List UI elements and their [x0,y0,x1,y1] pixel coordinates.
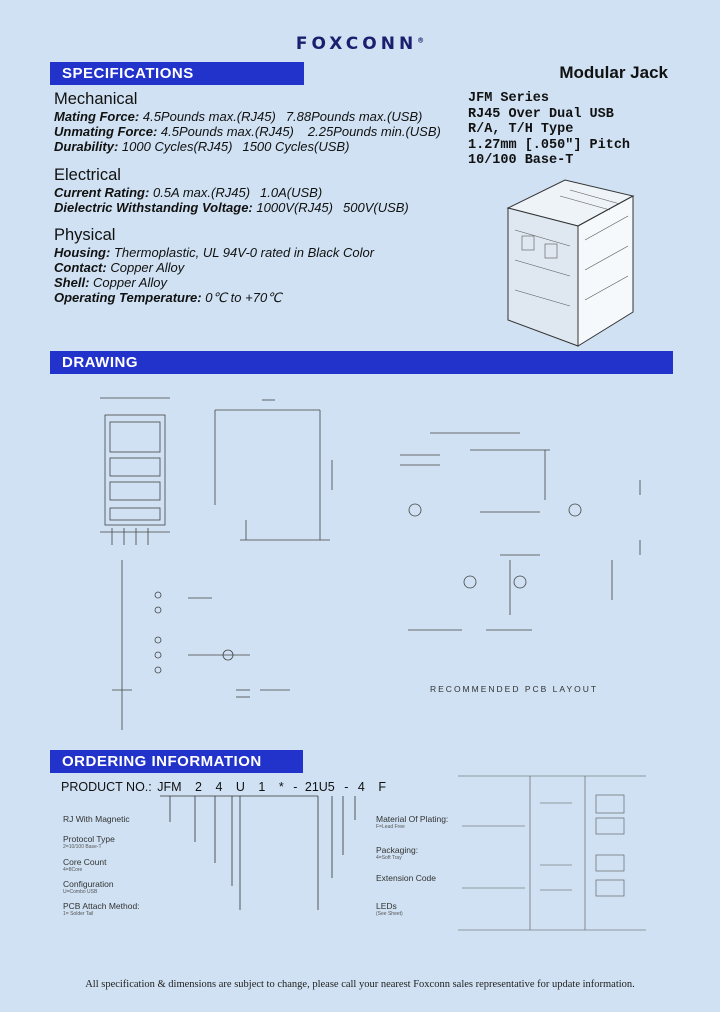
series-block [468,91,630,169]
spec-value: 1000 Cycles(RJ45) [121,139,233,154]
ordering-label-rj [63,814,130,824]
label-title: RJ With Magnetic [63,814,130,824]
spec-value: 1000V(RJ45) [256,200,333,215]
housing-line [54,245,374,261]
ordering-label-plating [376,814,448,830]
spec-label: Shell: [54,275,90,290]
label-sub: 4=Soft Tray [376,855,402,861]
label-title: Configuration [63,879,114,889]
code-part: - [344,780,349,794]
label-title: PCB Attach Method: [63,901,140,911]
label-title: Protocol Type [63,834,115,844]
spec-label: Operating Temperature: [54,290,202,305]
spec-value: 0℃ to +70℃ [205,290,282,305]
label-sub: U=Combo USB [63,889,98,895]
ordering-label-configuration [63,879,114,895]
drawing-caption: RECOMMENDED PCB LAYOUT [430,684,599,694]
specifications-banner: SPECIFICATIONS [50,62,304,85]
footer-disclaimer: All specification & dimensions are subject to change, please call your nearest Foxconn sales representative for update information. [85,979,635,990]
spec-value: Copper Alloy [93,275,167,290]
spec-value: 1.0A(USB) [260,185,323,200]
ordering-banner: ORDERING INFORMATION [50,750,303,773]
label-title: Material Of Plating: [376,814,449,824]
durability-line [54,139,349,155]
label-sub: (See Sheet) [376,911,403,917]
mechanical-heading: Mechanical [54,90,138,108]
spec-label: Unmating Force: [54,124,158,139]
code-part: 1 [258,780,266,794]
current-rating-line [54,185,322,201]
dielectric-line [54,200,409,216]
ordering-label-leds [376,901,403,917]
spec-value: Thermoplastic, UL 94V-0 rated in Black Color [113,245,375,260]
spec-label: Contact: [54,260,107,275]
code-part: 2 [195,780,202,794]
code-part: * [278,780,284,794]
label-sub: 1= Solder Tail [63,911,94,917]
series-line: JFM Series [468,91,550,106]
unmating-force-line [54,124,441,140]
drawing-banner: DRAWING [50,351,673,374]
series-line: 10/100 Base-T [468,153,574,168]
series-line: 1.27mm [.050"] Pitch [468,137,631,153]
spec-label: Dielectric Withstanding Voltage: [54,200,253,215]
contact-line [54,260,184,276]
ordering-label-extension [376,873,436,883]
spec-value: Copper Alloy [110,260,185,275]
spec-value: 1500 Cycles(USB) [242,139,350,154]
mating-force-line [54,109,422,125]
electrical-heading: Electrical [54,166,121,184]
ordering-label-protocol [63,834,115,850]
label-title: Extension Code [376,873,437,883]
spec-value: 0.5A max.(RJ45) [152,185,251,200]
spec-value: 2.25Pounds min.(USB) [307,124,441,139]
product-no-label: PRODUCT NO.: [61,780,152,794]
temperature-line [54,290,282,306]
registered-mark: ® [417,36,425,45]
spec-label: Mating Force: [54,109,140,124]
ordering-label-packaging [376,845,418,861]
series-line: RJ45 Over Dual USB [468,106,614,122]
code-part: 4 [215,780,223,794]
ordering-label-pcb [63,901,140,917]
spec-label: Durability: [54,139,119,154]
code-part: 21U5 [304,780,335,794]
foxconn-logo [0,34,720,54]
code-part: U [235,780,245,794]
spec-label: Current Rating: [54,185,150,200]
label-title: LEDs [376,901,397,911]
label-sub: 4=8Core [63,867,83,873]
product-number [61,780,386,794]
product-title: Modular Jack [559,63,668,82]
spec-label: Housing: [54,245,111,260]
spec-value: 500V(USB) [343,200,409,215]
code-part: F [378,780,386,794]
physical-heading: Physical [54,226,116,244]
label-title: Packaging: [376,845,419,855]
label-sub: 2=10/100 Base-T [63,844,102,850]
logo-text: FOXCONN [295,34,418,54]
spec-value: 7.88Pounds max.(USB) [285,109,423,124]
shell-line [54,275,167,291]
label-title: Core Count [63,857,107,867]
code-part: JFM [157,780,182,794]
ordering-label-core [63,857,106,873]
spec-value: 4.5Pounds max.(RJ45) [160,124,294,139]
spec-value: 4.5Pounds max.(RJ45) [142,109,276,124]
code-part: - [293,780,298,794]
series-line: R/A, T/H Type [468,122,574,137]
label-sub: F=Lead Free [376,824,405,830]
code-part: 4 [357,780,365,794]
